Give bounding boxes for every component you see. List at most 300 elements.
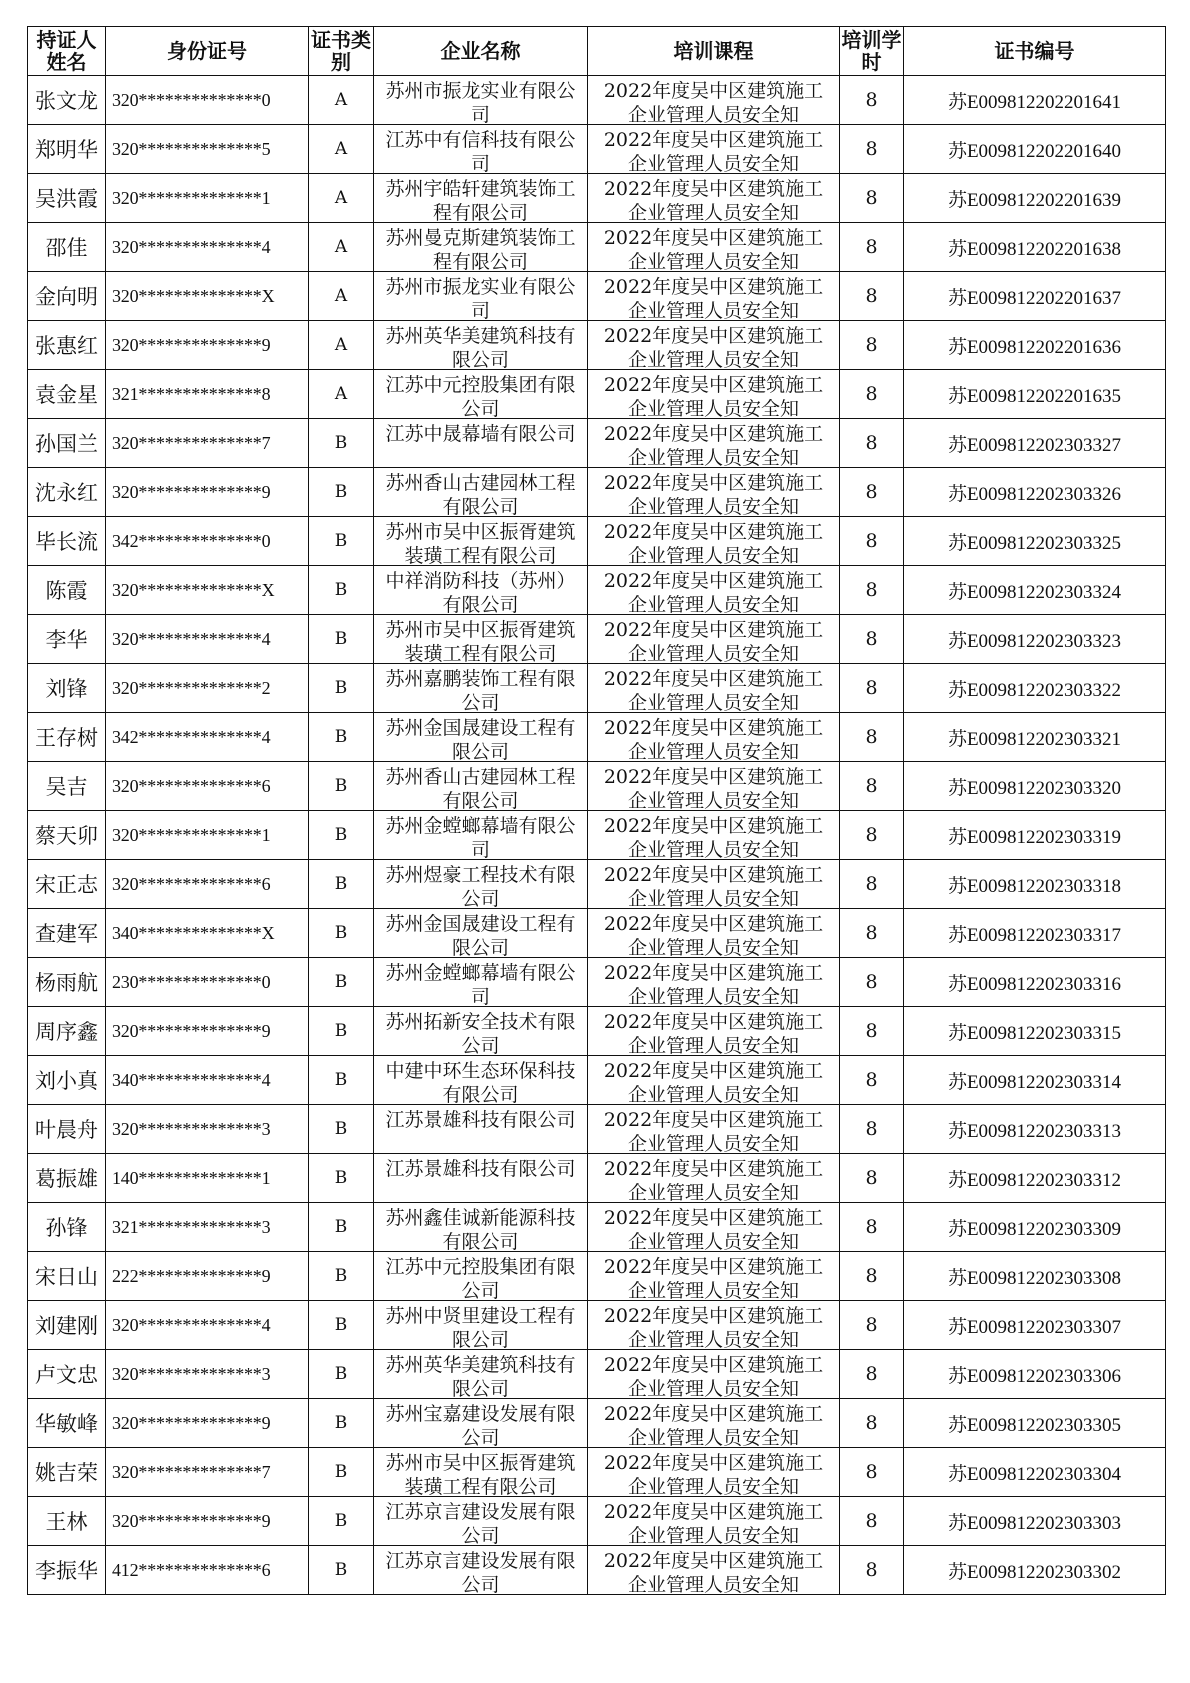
company-cell: [374, 811, 588, 860]
hours-cell: 8: [840, 1105, 904, 1154]
cert-number-cell: 苏E009812202201637: [904, 272, 1166, 321]
id-number-cell: 320**************6: [106, 762, 309, 811]
cert-number-cell: 苏E009812202303327: [904, 419, 1166, 468]
course-cell-text: 2022年度吴中区建筑施工企业管理人员安全知: [603, 80, 824, 123]
cert-number-cell: 苏E009812202303315: [904, 1007, 1166, 1056]
holder-name-cell: 周序鑫: [28, 1007, 106, 1056]
id-number-cell: 320**************2: [106, 664, 309, 713]
table-row: [28, 370, 1166, 419]
company-cell: [374, 664, 588, 713]
table-row: [28, 419, 1166, 468]
table-row: [28, 517, 1166, 566]
table-row: [28, 1301, 1166, 1350]
table-row: [28, 1007, 1166, 1056]
id-number-cell: 340**************4: [106, 1056, 309, 1105]
cert-number-cell: 苏E009812202201639: [904, 174, 1166, 223]
company-cell-text: 江苏中晟幕墙有限公司: [385, 423, 576, 445]
company-cell: [374, 174, 588, 223]
id-number-cell: 320**************4: [106, 223, 309, 272]
company-cell-text: 江苏中元控股集团有限公司: [385, 1256, 576, 1299]
table-row: [28, 1350, 1166, 1399]
hours-cell: 8: [840, 272, 904, 321]
course-cell: [588, 272, 840, 321]
company-cell-text: 苏州市吴中区振胥建筑装璜工程有限公司: [385, 1452, 576, 1495]
company-cell: [374, 468, 588, 517]
cert-number-cell: 苏E009812202303321: [904, 713, 1166, 762]
table-row: [28, 1105, 1166, 1154]
course-cell: [588, 1105, 840, 1154]
course-cell-text: 2022年度吴中区建筑施工企业管理人员安全知: [603, 668, 824, 711]
holder-name-cell: 蔡天卯: [28, 811, 106, 860]
holder-name-cell: 杨雨航: [28, 958, 106, 1007]
id-number-cell: 320**************9: [106, 1497, 309, 1546]
holder-name-cell: 孙国兰: [28, 419, 106, 468]
holder-name-cell: 吴吉: [28, 762, 106, 811]
course-cell: [588, 1203, 840, 1252]
table-row: [28, 1497, 1166, 1546]
cert-number-cell: 苏E009812202303312: [904, 1154, 1166, 1203]
hours-cell: 8: [840, 1448, 904, 1497]
course-cell: [588, 811, 840, 860]
hours-cell: 8: [840, 321, 904, 370]
hours-cell: 8: [840, 1007, 904, 1056]
company-cell-text: 江苏中有信科技有限公司: [385, 129, 576, 172]
company-cell-text: 苏州市吴中区振胥建筑装璜工程有限公司: [385, 619, 576, 662]
course-cell: [588, 223, 840, 272]
hours-cell: 8: [840, 958, 904, 1007]
id-number-cell: 320**************3: [106, 1105, 309, 1154]
course-cell: [588, 713, 840, 762]
cert-number-cell: 苏E009812202303324: [904, 566, 1166, 615]
hours-cell: 8: [840, 1056, 904, 1105]
course-cell-text: 2022年度吴中区建筑施工企业管理人员安全知: [603, 962, 824, 1005]
course-cell: [588, 958, 840, 1007]
id-number-cell: 222**************9: [106, 1252, 309, 1301]
company-cell: [374, 566, 588, 615]
table-body: [28, 76, 1166, 1595]
id-number-cell: 320**************4: [106, 1301, 309, 1350]
hours-cell: 8: [840, 370, 904, 419]
course-cell-text: 2022年度吴中区建筑施工企业管理人员安全知: [603, 717, 824, 760]
holder-name-cell: 孙锋: [28, 1203, 106, 1252]
holder-name-cell: 王存树: [28, 713, 106, 762]
company-cell: [374, 958, 588, 1007]
cert-number-cell: 苏E009812202303318: [904, 860, 1166, 909]
company-cell: [374, 1350, 588, 1399]
hours-cell: 8: [840, 1301, 904, 1350]
holder-name-cell: 华敏峰: [28, 1399, 106, 1448]
hours-cell: 8: [840, 1350, 904, 1399]
cert-type-cell: A: [309, 174, 374, 223]
company-cell: [374, 1399, 588, 1448]
course-cell: [588, 909, 840, 958]
company-cell: [374, 370, 588, 419]
cert-number-cell: 苏E009812202303314: [904, 1056, 1166, 1105]
table-row: [28, 909, 1166, 958]
course-cell: [588, 664, 840, 713]
course-cell: [588, 1056, 840, 1105]
id-number-cell: 320**************0: [106, 76, 309, 125]
course-cell-text: 2022年度吴中区建筑施工企业管理人员安全知: [603, 1109, 824, 1152]
company-cell: [374, 1252, 588, 1301]
course-cell: [588, 517, 840, 566]
company-cell-text: 苏州中贤里建设工程有限公司: [385, 1305, 576, 1348]
hours-cell: 8: [840, 909, 904, 958]
hours-cell: 8: [840, 223, 904, 272]
table-row: [28, 272, 1166, 321]
company-cell: [374, 1105, 588, 1154]
company-cell-text: 江苏京言建设发展有限公司: [385, 1550, 576, 1593]
cert-number-cell: 苏E009812202201635: [904, 370, 1166, 419]
cert-number-cell: 苏E009812202201640: [904, 125, 1166, 174]
header-cert-number: 证书编号: [904, 27, 1166, 76]
course-cell: [588, 370, 840, 419]
table-row: [28, 76, 1166, 125]
course-cell-text: 2022年度吴中区建筑施工企业管理人员安全知: [603, 521, 824, 564]
holder-name-cell: 张惠红: [28, 321, 106, 370]
hours-cell: 8: [840, 174, 904, 223]
course-cell-text: 2022年度吴中区建筑施工企业管理人员安全知: [603, 1550, 824, 1593]
id-number-cell: 320**************7: [106, 419, 309, 468]
cert-type-cell: B: [309, 811, 374, 860]
holder-name-cell: 葛振雄: [28, 1154, 106, 1203]
course-cell: [588, 762, 840, 811]
table-row: [28, 762, 1166, 811]
company-cell: [374, 1497, 588, 1546]
cert-type-cell: B: [309, 1154, 374, 1203]
cert-number-cell: 苏E009812202303303: [904, 1497, 1166, 1546]
course-cell-text: 2022年度吴中区建筑施工企业管理人员安全知: [603, 472, 824, 515]
cert-type-cell: B: [309, 615, 374, 664]
hours-cell: 8: [840, 1497, 904, 1546]
hours-cell: 8: [840, 1399, 904, 1448]
holder-name-cell: 毕长流: [28, 517, 106, 566]
table-row: [28, 1399, 1166, 1448]
id-number-cell: 320**************X: [106, 272, 309, 321]
id-number-cell: 320**************6: [106, 860, 309, 909]
hours-cell: 8: [840, 76, 904, 125]
company-cell: [374, 909, 588, 958]
table-row: [28, 1546, 1166, 1595]
company-cell: [374, 762, 588, 811]
cert-type-cell: B: [309, 419, 374, 468]
company-cell: [374, 125, 588, 174]
course-cell-text: 2022年度吴中区建筑施工企业管理人员安全知: [603, 864, 824, 907]
hours-cell: 8: [840, 713, 904, 762]
table-row: [28, 223, 1166, 272]
course-cell-text: 2022年度吴中区建筑施工企业管理人员安全知: [603, 815, 824, 858]
course-cell: [588, 1448, 840, 1497]
company-cell-text: 苏州金国晟建设工程有限公司: [385, 717, 576, 760]
id-number-cell: 320**************4: [106, 615, 309, 664]
course-cell-text: 2022年度吴中区建筑施工企业管理人员安全知: [603, 913, 824, 956]
id-number-cell: 230**************0: [106, 958, 309, 1007]
course-cell-text: 2022年度吴中区建筑施工企业管理人员安全知: [603, 1452, 824, 1495]
company-cell-text: 苏州嘉鹏装饰工程有限公司: [385, 668, 576, 711]
cert-type-cell: A: [309, 76, 374, 125]
course-cell: [588, 1154, 840, 1203]
company-cell: [374, 1007, 588, 1056]
header-row: [28, 27, 1166, 76]
course-cell-text: 2022年度吴中区建筑施工企业管理人员安全知: [603, 1207, 824, 1250]
hours-cell: 8: [840, 664, 904, 713]
hours-cell: 8: [840, 1546, 904, 1595]
id-number-cell: 342**************0: [106, 517, 309, 566]
holder-name-cell: 沈永红: [28, 468, 106, 517]
table-row: [28, 125, 1166, 174]
cert-number-cell: 苏E009812202201638: [904, 223, 1166, 272]
holder-name-cell: 李振华: [28, 1546, 106, 1595]
holder-name-cell: 刘小真: [28, 1056, 106, 1105]
course-cell: [588, 1546, 840, 1595]
company-cell: [374, 1056, 588, 1105]
hours-cell: 8: [840, 566, 904, 615]
company-cell-text: 苏州鑫佳诚新能源科技有限公司: [385, 1207, 576, 1250]
id-number-cell: 320**************9: [106, 468, 309, 517]
course-cell-text: 2022年度吴中区建筑施工企业管理人员安全知: [603, 423, 824, 466]
cert-type-cell: A: [309, 223, 374, 272]
cert-type-cell: B: [309, 1007, 374, 1056]
header-hours: 培训学时: [841, 28, 902, 74]
cert-number-cell: 苏E009812202303316: [904, 958, 1166, 1007]
cert-type-cell: B: [309, 713, 374, 762]
hours-cell: 8: [840, 517, 904, 566]
course-cell-text: 2022年度吴中区建筑施工企业管理人员安全知: [603, 227, 824, 270]
table-row: [28, 1154, 1166, 1203]
course-cell: [588, 1252, 840, 1301]
company-cell-text: 苏州市振龙实业有限公司: [385, 80, 576, 123]
course-cell: [588, 1301, 840, 1350]
id-number-cell: 320**************9: [106, 1399, 309, 1448]
table-row: [28, 321, 1166, 370]
course-cell-text: 2022年度吴中区建筑施工企业管理人员安全知: [603, 766, 824, 809]
course-cell-text: 2022年度吴中区建筑施工企业管理人员安全知: [603, 570, 824, 613]
company-cell-text: 江苏景雄科技有限公司: [385, 1109, 576, 1131]
id-number-cell: 320**************1: [106, 811, 309, 860]
company-cell-text: 苏州金螳螂幕墙有限公司: [385, 962, 576, 1005]
company-cell-text: 苏州曼克斯建筑装饰工程有限公司: [385, 227, 576, 270]
hours-cell: 8: [840, 762, 904, 811]
holder-name-cell: 刘锋: [28, 664, 106, 713]
cert-number-cell: 苏E009812202303313: [904, 1105, 1166, 1154]
id-number-cell: 340**************X: [106, 909, 309, 958]
course-cell: [588, 468, 840, 517]
cert-type-cell: B: [309, 517, 374, 566]
cert-type-cell: B: [309, 664, 374, 713]
course-cell: [588, 615, 840, 664]
company-cell-text: 苏州拓新安全技术有限公司: [385, 1011, 576, 1054]
course-cell-text: 2022年度吴中区建筑施工企业管理人员安全知: [603, 325, 824, 368]
course-cell-text: 2022年度吴中区建筑施工企业管理人员安全知: [603, 1060, 824, 1103]
cert-number-cell: 苏E009812202201636: [904, 321, 1166, 370]
holder-name-cell: 卢文忠: [28, 1350, 106, 1399]
cert-number-cell: 苏E009812202303308: [904, 1252, 1166, 1301]
course-cell: [588, 1399, 840, 1448]
holder-name-cell: 姚吉荣: [28, 1448, 106, 1497]
header-company: 企业名称: [374, 27, 588, 76]
hours-cell: 8: [840, 1203, 904, 1252]
holder-name-cell: 张文龙: [28, 76, 106, 125]
table-row: [28, 1056, 1166, 1105]
cert-type-cell: B: [309, 1105, 374, 1154]
table-row: [28, 958, 1166, 1007]
company-cell-text: 江苏景雄科技有限公司: [385, 1158, 576, 1180]
hours-cell: 8: [840, 468, 904, 517]
cert-number-cell: 苏E009812202303302: [904, 1546, 1166, 1595]
course-cell-text: 2022年度吴中区建筑施工企业管理人员安全知: [603, 1305, 824, 1348]
company-cell-text: 苏州宝嘉建设发展有限公司: [385, 1403, 576, 1446]
course-cell: [588, 174, 840, 223]
holder-name-cell: 李华: [28, 615, 106, 664]
table-row: [28, 174, 1166, 223]
company-cell: [374, 1203, 588, 1252]
table-row: [28, 811, 1166, 860]
cert-number-cell: 苏E009812202303307: [904, 1301, 1166, 1350]
holder-name-cell: 叶晨舟: [28, 1105, 106, 1154]
cert-type-cell: B: [309, 1301, 374, 1350]
hours-cell: 8: [840, 419, 904, 468]
company-cell: [374, 321, 588, 370]
table-row: [28, 1448, 1166, 1497]
table-row: [28, 713, 1166, 762]
course-cell-text: 2022年度吴中区建筑施工企业管理人员安全知: [603, 1256, 824, 1299]
course-cell: [588, 1350, 840, 1399]
company-cell-text: 苏州英华美建筑科技有限公司: [385, 1354, 576, 1397]
company-cell: [374, 713, 588, 762]
company-cell: [374, 272, 588, 321]
id-number-cell: 320**************9: [106, 321, 309, 370]
table-header: [28, 27, 1166, 76]
holder-name-cell: 查建军: [28, 909, 106, 958]
table-row: [28, 1203, 1166, 1252]
company-cell: [374, 419, 588, 468]
id-number-cell: 320**************3: [106, 1350, 309, 1399]
cert-number-cell: 苏E009812202303320: [904, 762, 1166, 811]
id-number-cell: 342**************4: [106, 713, 309, 762]
company-cell-text: 江苏中元控股集团有限公司: [385, 374, 576, 417]
holder-name-cell: 邵佳: [28, 223, 106, 272]
hours-cell: 8: [840, 125, 904, 174]
holder-name-cell: 袁金星: [28, 370, 106, 419]
cert-type-cell: A: [309, 272, 374, 321]
company-cell: [374, 1301, 588, 1350]
cert-number-cell: 苏E009812202303309: [904, 1203, 1166, 1252]
cert-number-cell: 苏E009812202303306: [904, 1350, 1166, 1399]
company-cell-text: 苏州金国晟建设工程有限公司: [385, 913, 576, 956]
cert-type-cell: B: [309, 1056, 374, 1105]
cert-type-cell: A: [309, 321, 374, 370]
course-cell-text: 2022年度吴中区建筑施工企业管理人员安全知: [603, 1011, 824, 1054]
id-number-cell: 320**************7: [106, 1448, 309, 1497]
cert-number-cell: 苏E009812202303326: [904, 468, 1166, 517]
company-cell: [374, 1154, 588, 1203]
holder-name-cell: 金向明: [28, 272, 106, 321]
course-cell-text: 2022年度吴中区建筑施工企业管理人员安全知: [603, 1158, 824, 1201]
company-cell-text: 苏州金螳螂幕墙有限公司: [385, 815, 576, 858]
id-number-cell: 320**************5: [106, 125, 309, 174]
id-number-cell: 321**************3: [106, 1203, 309, 1252]
course-cell: [588, 419, 840, 468]
id-number-cell: 412**************6: [106, 1546, 309, 1595]
company-cell: [374, 860, 588, 909]
cert-number-cell: 苏E009812202303322: [904, 664, 1166, 713]
course-cell-text: 2022年度吴中区建筑施工企业管理人员安全知: [603, 178, 824, 221]
cert-type-cell: B: [309, 566, 374, 615]
company-cell-text: 中祥消防科技（苏州）有限公司: [385, 570, 576, 613]
holder-name-cell: 宋正志: [28, 860, 106, 909]
company-cell: [374, 1448, 588, 1497]
course-cell-text: 2022年度吴中区建筑施工企业管理人员安全知: [603, 1354, 824, 1397]
cert-type-cell: B: [309, 468, 374, 517]
id-number-cell: 321**************8: [106, 370, 309, 419]
cert-type-cell: A: [309, 125, 374, 174]
course-cell: [588, 321, 840, 370]
cert-type-cell: B: [309, 909, 374, 958]
company-cell: [374, 615, 588, 664]
course-cell-text: 2022年度吴中区建筑施工企业管理人员安全知: [603, 619, 824, 662]
company-cell-text: 苏州香山古建园林工程有限公司: [385, 472, 576, 515]
cert-number-cell: 苏E009812202201641: [904, 76, 1166, 125]
id-number-cell: 320**************9: [106, 1007, 309, 1056]
course-cell-text: 2022年度吴中区建筑施工企业管理人员安全知: [603, 276, 824, 319]
hours-cell: 8: [840, 860, 904, 909]
holder-name-cell: 刘建刚: [28, 1301, 106, 1350]
cert-type-cell: B: [309, 762, 374, 811]
cert-number-cell: 苏E009812202303323: [904, 615, 1166, 664]
hours-cell: 8: [840, 811, 904, 860]
table-row: [28, 468, 1166, 517]
cert-type-cell: B: [309, 860, 374, 909]
cert-number-cell: 苏E009812202303304: [904, 1448, 1166, 1497]
holder-name-cell: 吴洪霞: [28, 174, 106, 223]
cert-number-cell: 苏E009812202303317: [904, 909, 1166, 958]
table-row: [28, 566, 1166, 615]
cert-type-cell: B: [309, 1203, 374, 1252]
course-cell-text: 2022年度吴中区建筑施工企业管理人员安全知: [603, 1501, 824, 1544]
cert-type-cell: B: [309, 1399, 374, 1448]
header-cert-type: 证书类别: [309, 27, 374, 76]
cert-number-cell: 苏E009812202303319: [904, 811, 1166, 860]
company-cell-text: 中建中环生态环保科技有限公司: [385, 1060, 576, 1103]
holder-name-cell: 郑明华: [28, 125, 106, 174]
company-cell: [374, 76, 588, 125]
hours-cell: 8: [840, 615, 904, 664]
cert-type-cell: B: [309, 958, 374, 1007]
cert-type-cell: B: [309, 1497, 374, 1546]
cert-type-cell: B: [309, 1546, 374, 1595]
course-cell-text: 2022年度吴中区建筑施工企业管理人员安全知: [603, 374, 824, 417]
company-cell: [374, 223, 588, 272]
hours-cell: 8: [840, 1154, 904, 1203]
certificate-table: [27, 26, 1166, 1595]
course-cell: [588, 125, 840, 174]
hours-cell: 8: [840, 1252, 904, 1301]
header-id-number: 身份证号: [106, 27, 309, 76]
company-cell-text: 苏州市吴中区振胥建筑装璜工程有限公司: [385, 521, 576, 564]
id-number-cell: 140**************1: [106, 1154, 309, 1203]
course-cell: [588, 860, 840, 909]
holder-name-cell: 王林: [28, 1497, 106, 1546]
table-row: [28, 860, 1166, 909]
cert-number-cell: 苏E009812202303305: [904, 1399, 1166, 1448]
course-cell: [588, 1007, 840, 1056]
cert-type-cell: B: [309, 1252, 374, 1301]
cert-type-cell: B: [309, 1350, 374, 1399]
header-course: 培训课程: [588, 27, 840, 76]
course-cell: [588, 566, 840, 615]
company-cell-text: 苏州煜豪工程技术有限公司: [385, 864, 576, 907]
company-cell: [374, 517, 588, 566]
